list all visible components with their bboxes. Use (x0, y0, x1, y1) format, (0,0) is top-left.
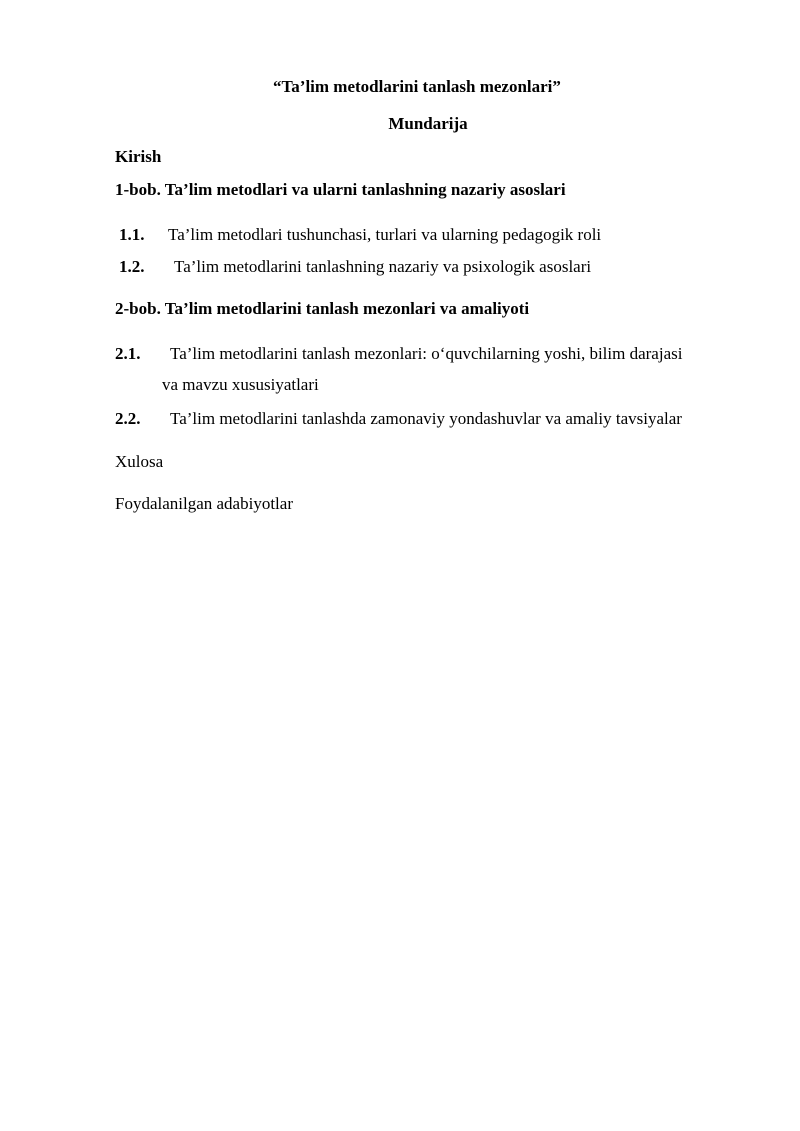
toc-intro: Kirish (115, 147, 162, 166)
toc-chapter-2: 2-bob. Ta’lim metodlarini tanlash mezonlari va amaliyoti (115, 299, 530, 318)
toc-section-number: 2.1. (115, 344, 141, 363)
toc-section-text: Ta’lim metodlari tushunchasi, turlari va ularning pedagogik roli (168, 225, 602, 244)
toc-section-text: Ta’lim metodlarini tanlashda zamonaviy yondashuvlar va amaliy tavsiyalar (170, 409, 682, 428)
document-title: “Ta’lim metodlarini tanlash mezonlari” (273, 77, 561, 96)
toc-references: Foydalanilgan adabiyotlar (115, 494, 293, 513)
toc-section-text-continued: va mavzu xususiyatlari (162, 375, 319, 394)
toc-section-text: Ta’lim metodlarini tanlash mezonlari: o‘quvchilarning yoshi, bilim darajasi (170, 344, 683, 363)
toc-section-text: Ta’lim metodlarini tanlashning nazariy va psixologik asoslari (174, 257, 592, 276)
toc-chapter-1: 1-bob. Ta’lim metodlari va ularni tanlashning nazariy asoslari (115, 180, 566, 199)
toc-heading: Mundarija (388, 114, 468, 133)
toc-conclusion: Xulosa (115, 452, 164, 471)
toc-section-number: 1.2. (119, 257, 145, 276)
toc-section-number: 2.2. (115, 409, 141, 428)
toc-section-number: 1.1. (119, 225, 145, 244)
